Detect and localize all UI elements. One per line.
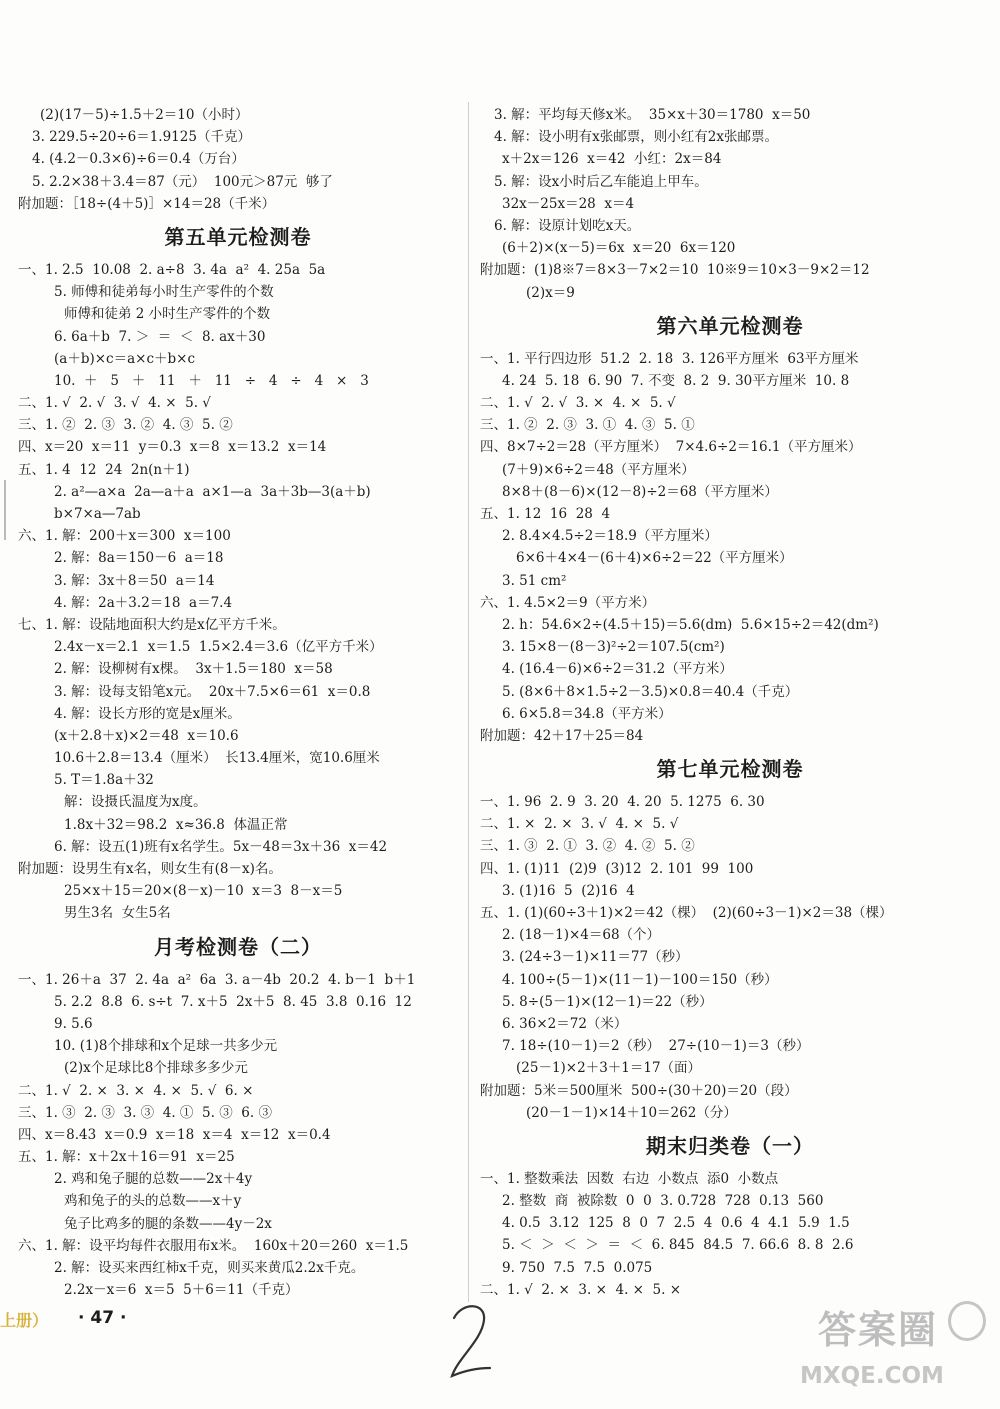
answer-line: 一、1. 平行四边形 51.2 2. 18 3. 126平方厘米 63平方厘米 bbox=[480, 350, 859, 367]
answer-line: (25－1)×2＋3＋1＝17（面） bbox=[516, 1060, 702, 1077]
answer-line: 8×8＋(8－6)×(12－8)÷2＝68（平方厘米） bbox=[502, 483, 778, 500]
answer-line: 3. 15×8－(8－3)²÷2＝107.5(cm²) bbox=[502, 639, 725, 656]
section-title: 期末归类卷（一） bbox=[646, 1133, 814, 1158]
watermark-mark: 答案圈 bbox=[818, 1308, 939, 1352]
edge-mark bbox=[4, 480, 6, 540]
answer-line: 5. 8÷(5－1)×(12－1)＝22（秒） bbox=[502, 993, 713, 1010]
answer-line: (20－1－1)×14＋10＝262（分） bbox=[526, 1104, 737, 1121]
answer-line: 兔子比鸡多的腿的条数——4y－2x bbox=[64, 1215, 272, 1232]
answer-line: 2. 解：8a＝150－6 a＝18 bbox=[54, 550, 224, 567]
answer-line: 6×6＋4×4－(6＋4)×6÷2＝22（平方厘米） bbox=[516, 550, 793, 567]
answer-line: (2)x个足球比8个排球多多少元 bbox=[64, 1060, 248, 1077]
answer-line: 四、1. (1)11 (2)9 (3)12 2. 101 99 100 bbox=[480, 860, 754, 877]
answer-line: 2. 解：设买来西红柿x千克，则买来黄瓜2.2x千克。 bbox=[54, 1260, 365, 1276]
answer-line: 三、1. ② 2. ③ 3. ① 4. ③ 5. ① bbox=[480, 417, 695, 434]
answer-line: 6. 36×2＝72（米） bbox=[502, 1015, 628, 1032]
answer-line: 7. 18÷(10－1)＝2（秒） 27÷(10－1)＝3（秒） bbox=[502, 1038, 810, 1055]
answer-line: 七、1. 解：设陆地面积大约是x亿平方千米。 bbox=[18, 616, 286, 633]
left-column bbox=[18, 104, 458, 1301]
answer-line: (2)(17－5)÷1.5＋2＝10（小时） bbox=[40, 107, 249, 123]
answer-line: 10.6＋2.8＝13.4（厘米） 长13.4厘米，宽10.6厘米 bbox=[54, 750, 380, 767]
answer-line: 3. 解：平均每天修x米。 35×x＋30＝1780 x＝50 bbox=[494, 107, 811, 123]
answer-line: 5. ＜ ＞ ＜ ＞ ＝ ＜ 6. 845 84.5 7. 66.6 8. 8 2.6 bbox=[502, 1237, 854, 1254]
answer-line: 四、8×7÷2＝28（平方厘米） 7×4.6÷2＝16.1（平方厘米） bbox=[480, 439, 862, 456]
answer-line: 六、1. 4.5×2＝9（平方米） bbox=[480, 594, 656, 611]
answer-line: 三、1. ③ 2. ① 3. ② 4. ② 5. ② bbox=[480, 838, 695, 855]
answer-line: (6＋2)×(x－5)＝6x x＝20 6x＝120 bbox=[502, 240, 736, 257]
answer-line: 5. (8×6＋8×1.5÷2－3.5)×0.8＝40.4（千克） bbox=[502, 683, 799, 700]
answer-line: 4. 解：2a＋3.2＝18 a＝7.4 bbox=[54, 594, 233, 611]
answer-line: 2. 解：设柳树有x棵。 3x＋1.5＝180 x＝58 bbox=[54, 661, 333, 678]
answer-line: 6. 解：设原计划吃x天。 bbox=[494, 217, 641, 234]
answer-line: 2. 8.4×4.5÷2＝18.9（平方厘米） bbox=[502, 528, 718, 545]
answer-line: 四、x＝8.43 x＝0.9 x＝18 x＝4 x＝12 x＝0.4 bbox=[18, 1126, 331, 1143]
answer-line: 1.8x＋32＝98.2 x≈36.8 体温正常 bbox=[64, 816, 288, 833]
answer-line: 25×x＋15＝20×(8－x)－10 x＝3 8－x＝5 bbox=[64, 883, 343, 900]
answer-line: 5. 2.2×38＋3.4＝87（元） 100元＞87元 够了 bbox=[32, 173, 333, 190]
answer-line: (x＋2.8＋x)×2＝48 x＝10.6 bbox=[54, 727, 239, 744]
answer-line: 三、1. ③ 2. ③ 3. ③ 4. ① 5. ③ 6. ③ bbox=[18, 1104, 272, 1121]
answer-line: 5. T＝1.8a＋32 bbox=[54, 772, 154, 789]
answer-line: 二、1. × 2. × 3. √ 4. × 5. √ bbox=[480, 816, 679, 833]
answer-line: (2)x＝9 bbox=[526, 284, 575, 301]
handwritten-mark bbox=[440, 1296, 500, 1386]
answer-line: 二、1. √ 2. √ 3. × 4. × 5. √ bbox=[480, 395, 676, 412]
answer-line: 六、1. 解：设平均每件衣服用布x米。 160x＋20＝260 x＝1.5 bbox=[18, 1237, 409, 1254]
answer-line: 3. 解：设每支铅笔x元。 20x＋7.5×6＝61 x＝0.8 bbox=[54, 683, 371, 700]
answer-line: 6. 6a＋b 7. ＞ ＝ ＜ 8. ax＋30 bbox=[54, 328, 266, 345]
answer-line: 附加题：设男生有x名，则女生有(8－x)名。 bbox=[18, 861, 282, 877]
section-title: 第七单元检测卷 bbox=[656, 757, 804, 782]
answer-line: 2. 鸡和兔子腿的总数——2x＋4y bbox=[54, 1171, 253, 1188]
answer-line: (a＋b)×c＝a×c＋b×c bbox=[54, 350, 196, 367]
page-number: · 47 · bbox=[78, 1308, 127, 1328]
answer-line: 附加题：(1)8※7＝8×3－7×2＝10 10※9＝10×3－9×2＝12 bbox=[480, 262, 870, 279]
watermark bbox=[788, 1299, 988, 1399]
answer-line: 五、1. (1)(60÷3＋1)×2＝42（棵） (2)(60÷3－1)×2＝38（棵） bbox=[480, 905, 893, 921]
answer-line: 附加题：5米＝500厘米 500÷(30＋20)＝20（段） bbox=[480, 1082, 798, 1099]
answer-line: 一、1. 26＋a 37 2. 4a a² 6a 3. a－4b 20.2 4. b－1 b＋1 bbox=[18, 971, 416, 988]
answer-line: 2. (18－1)×4＝68（个） bbox=[502, 927, 661, 944]
answer-line: 六、1. 解：200＋x＝300 x＝100 bbox=[18, 528, 231, 545]
volume-label: 上册） bbox=[0, 1311, 49, 1330]
answer-line: 2.2x－x＝6 x＝5 5＋6＝11（千克） bbox=[64, 1282, 299, 1299]
answer-line: 4. 24 5. 18 6. 90 7. 不变 8. 2 9. 30平方厘米 10. 8 bbox=[502, 372, 850, 389]
answer-line: 一、1. 96 2. 9 3. 20 4. 20 5. 1275 6. 30 bbox=[480, 794, 765, 811]
answer-line: 10. ＋ 5 ＋ 11 ＋ 11 ÷ 4 ÷ 4 × 3 bbox=[54, 372, 369, 389]
answer-line: 3. 229.5÷20÷6＝1.9125（千克） bbox=[32, 129, 251, 146]
section-title: 月考检测卷（二） bbox=[154, 934, 322, 959]
answer-line: 一、1. 2.5 10.08 2. a÷8 3. 4a a² 4. 25a 5a bbox=[18, 261, 326, 278]
answer-line: 9. 5.6 bbox=[54, 1015, 93, 1032]
answer-line: 4. 100÷(5－1)×(11－1)－100＝150（秒） bbox=[502, 971, 778, 988]
answer-line: 三、1. ② 2. ③ 3. ② 4. ③ 5. ② bbox=[18, 417, 233, 434]
answer-line: 鸡和兔子的头的总数——x＋y bbox=[64, 1193, 242, 1210]
answer-line: 3. (24÷3－1)×11＝77（秒） bbox=[502, 949, 689, 966]
answer-line: 32x－25x＝28 x＝4 bbox=[502, 195, 635, 212]
answer-line: 3. 51 cm² bbox=[502, 572, 567, 589]
column-divider bbox=[468, 102, 469, 1302]
answer-line: 二、1. √ 2. √ 3. √ 4. × 5. √ bbox=[18, 395, 211, 412]
answer-line: 五、1. 解：x＋2x＋16＝91 x＝25 bbox=[18, 1149, 235, 1166]
answer-line: 四、x＝20 x＝11 y＝0.3 x＝8 x＝13.2 x＝14 bbox=[18, 439, 327, 456]
answer-line: 解：设摄氏温度为x度。 bbox=[64, 794, 207, 811]
answer-line: 五、1. 12 16 28 4 bbox=[480, 506, 611, 522]
answer-line: 2. a²—a×a 2a—a＋a a×1—a 3a＋3b—3(a＋b) bbox=[54, 483, 371, 500]
answer-line: 6. 解：设五(1)班有x名学生。5x－48＝3x＋36 x＝42 bbox=[54, 838, 388, 855]
section-title: 第六单元检测卷 bbox=[656, 313, 804, 338]
answer-line: 五、1. 4 12 24 2n(n＋1) bbox=[18, 461, 190, 478]
answer-line: 4. 解：设小明有x张邮票，则小红有2x张邮票。 bbox=[494, 129, 778, 146]
answer-line: 2. 整数 商 被除数 0 0 3. 0.728 728 0.13 560 bbox=[502, 1193, 824, 1210]
watermark-url: MXQE.COM bbox=[800, 1363, 944, 1389]
answer-line: 5. 2.2 8.8 6. s÷t 7. x＋5 2x＋5 8. 45 3.8 0.16 12 bbox=[54, 993, 412, 1010]
answer-line: 2. h：54.6×2÷(4.5＋15)＝5.6(dm) 5.6×15÷2＝42(dm²) bbox=[502, 616, 879, 633]
answer-line: 4. (4.2－0.3×6)÷6＝0.4（万台） bbox=[32, 151, 245, 168]
answer-line: 附加题：42＋17＋25＝84 bbox=[480, 727, 644, 744]
watermark-logo-icon bbox=[948, 1301, 986, 1341]
answer-line: b×7×a—7ab bbox=[54, 506, 141, 522]
answer-line: 3. (1)16 5 (2)16 4 bbox=[502, 882, 635, 899]
section-title: 第五单元检测卷 bbox=[164, 224, 312, 249]
right-column bbox=[480, 104, 980, 1301]
answer-line: 4. 0.5 3.12 125 8 0 7 2.5 4 0.6 4 4.1 5.9 1.5 bbox=[502, 1215, 850, 1232]
answer-line: 4. (16.4－6)×6÷2＝31.2（平方米） bbox=[502, 661, 733, 678]
answer-line: 9. 750 7.5 7.5 0.075 bbox=[502, 1259, 653, 1276]
answer-line: 二、1. √ 2. × 3. × 4. × 5. √ 6. × bbox=[18, 1082, 254, 1099]
answer-line: 男生3名 女生5名 bbox=[64, 905, 171, 922]
answer-line: 10. (1)8个排球和x个足球一共多少元 bbox=[54, 1038, 278, 1055]
answer-line: 6. 6×5.8＝34.8（平方米） bbox=[502, 705, 672, 722]
answer-line: 2.4x－x＝2.1 x＝1.5 1.5×2.4＝3.6（亿平方千米） bbox=[54, 639, 383, 656]
answer-line: 二、1. √ 2. × 3. × 4. × 5. × bbox=[480, 1281, 682, 1298]
answer-line: 一、1. 整数乘法 因数 右边 小数点 添0 小数点 bbox=[480, 1170, 779, 1187]
answer-line: 3. 解：3x＋8＝50 a＝14 bbox=[54, 572, 215, 589]
answer-line: x＋2x＝126 x＝42 小红：2x＝84 bbox=[502, 151, 722, 168]
answer-line: 师傅和徒弟 2 小时生产零件的个数 bbox=[64, 306, 271, 323]
answer-line: (7＋9)×6÷2＝48（平方厘米） bbox=[502, 461, 695, 478]
answer-line: 5. 师傅和徒弟每小时生产零件的个数 bbox=[54, 284, 274, 301]
answer-line: 5. 解：设x小时后乙车能追上甲车。 bbox=[494, 173, 708, 190]
answer-line: 4. 解：设长方形的宽是x厘米。 bbox=[54, 705, 241, 722]
answer-line: 附加题：［18÷(4＋5)］×14＝28（千米） bbox=[18, 195, 276, 212]
